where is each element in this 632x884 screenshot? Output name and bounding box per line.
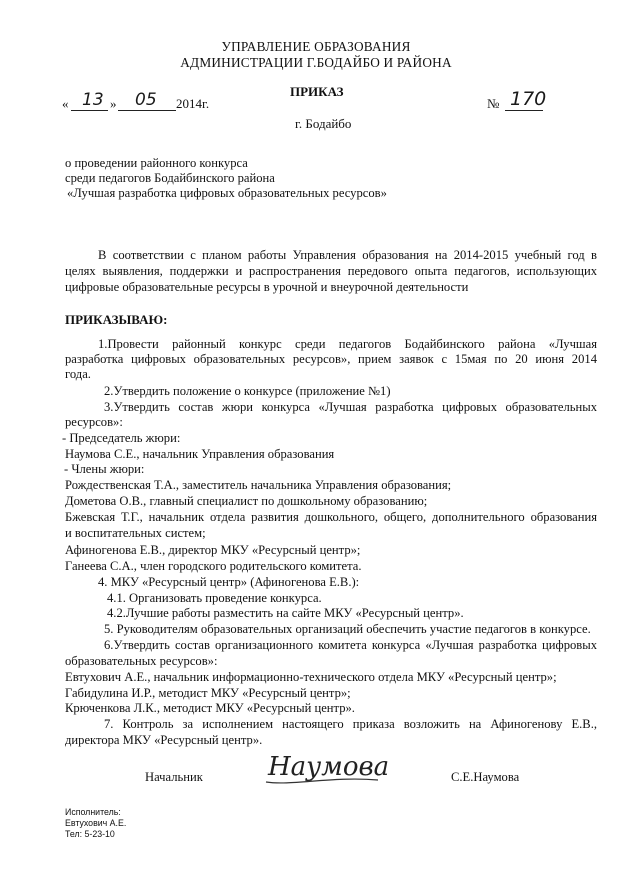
preamble-line3: цифровые образовательные ресурсы в урочной и внеурочной деятельности bbox=[65, 280, 469, 294]
handwritten-signature: Наумова bbox=[268, 752, 390, 782]
jury-member-3-line2: и воспитательных систем; bbox=[65, 526, 206, 540]
date-month-handwritten: 05 bbox=[135, 90, 157, 110]
item6-line1: 6.Утвердить состав организационного комитета конкурса «Лучшая разработка цифровых bbox=[104, 638, 597, 652]
document-title: ПРИКАЗ bbox=[290, 84, 344, 99]
executor-name: Евтухович А.Е. bbox=[65, 818, 127, 828]
jury-member-1: Рождественская Т.А., заместитель начальника Управления образования; bbox=[65, 478, 452, 492]
city: г. Бодайбо bbox=[295, 116, 352, 131]
order-word: ПРИКАЗЫВАЮ: bbox=[65, 312, 168, 327]
org-name-line2: АДМИНИСТРАЦИИ Г.БОДАЙБО И РАЙОНА bbox=[180, 55, 452, 70]
order-number-underline bbox=[505, 110, 543, 111]
item7-line2: директора МКУ «Ресурсный центр». bbox=[65, 733, 263, 747]
jury-member-2: Дометова О.В., главный специалист по дошкольному образованию; bbox=[65, 494, 428, 508]
item1-line1: 1.Провести районный конкурс среди педагогов Бодайбинского района «Лучшая bbox=[98, 337, 597, 351]
signatory-name: С.Е.Наумова bbox=[451, 770, 520, 784]
item1-line3: года. bbox=[65, 367, 91, 381]
order-number-label: № bbox=[487, 96, 500, 111]
item4-2: 4.2.Лучшие работы разместить на сайте МКУ «Ресурсный центр». bbox=[107, 606, 464, 620]
item5: 5. Руководителям образовательных организаций обеспечить участие педагогов в конкурсе. bbox=[104, 622, 591, 636]
subject-line1: о проведении районного конкурса bbox=[65, 156, 248, 170]
jury-members-label: - Члены жюри: bbox=[64, 462, 145, 476]
subject-line3: «Лучшая разработка цифровых образовательных ресурсов» bbox=[67, 186, 387, 200]
org-committee-member-3: Крюченкова Л.К., методист МКУ «Ресурсный центр». bbox=[65, 701, 355, 715]
org-committee-member-1: Евтухович А.Е., начальник информационно-технического отдела МКУ «Ресурсный центр»; bbox=[65, 670, 557, 684]
org-name-line1: УПРАВЛЕНИЕ ОБРАЗОВАНИЯ bbox=[221, 39, 411, 54]
date-day-underline bbox=[71, 110, 108, 111]
item3-line2: ресурсов»: bbox=[65, 415, 123, 429]
item4: 4. МКУ «Ресурсный центр» (Афиногенова Е.В.): bbox=[98, 575, 360, 589]
signatory-position: Начальник bbox=[145, 770, 203, 784]
subject-line2: среди педагогов Бодайбинского района bbox=[65, 171, 275, 185]
item4-1: 4.1. Организовать проведение конкурса. bbox=[107, 591, 322, 605]
jury-member-5: Ганеева С.А., член городского родительского комитета. bbox=[65, 559, 362, 573]
jury-chair-label: - Председатель жюри: bbox=[62, 431, 181, 445]
date-quote-close: » bbox=[110, 96, 117, 111]
executor-label: Исполнитель: bbox=[65, 807, 121, 817]
date-month-underline bbox=[118, 110, 176, 111]
order-number-handwritten: 170 bbox=[510, 88, 547, 110]
org-committee-member-2: Габидулина И.Р., методист МКУ «Ресурсный центр»; bbox=[65, 686, 351, 700]
item1-line2: разработка цифровых образовательных ресурсов», прием заявок с 15мая по 20 июня 2014 bbox=[65, 352, 597, 366]
executor-phone: Тел: 5-23-10 bbox=[65, 829, 115, 839]
jury-chair: Наумова С.Е., начальник Управления образования bbox=[65, 447, 335, 461]
item7-line1: 7. Контроль за исполнением настоящего приказа возложить на Афиногенову Е.В., bbox=[104, 717, 597, 731]
item2: 2.Утвердить положение о конкурсе (приложение №1) bbox=[104, 384, 391, 398]
signature-flourish-icon bbox=[262, 774, 382, 788]
item3-line1: 3.Утвердить состав жюри конкурса «Лучшая разработка цифровых образовательных bbox=[104, 400, 597, 414]
date-quote-open: « bbox=[62, 96, 69, 111]
preamble-line1: В соответствии с планом работы Управления образования на 2014-2015 учебный год в bbox=[98, 248, 597, 262]
date-year: 2014г. bbox=[176, 96, 210, 111]
jury-member-3-line1: Бжевская Т.Г., начальник отдела развития дошкольного, общего, дополнительного образования bbox=[65, 510, 597, 524]
item6-line2: образовательных ресурсов»: bbox=[65, 654, 218, 668]
jury-member-4: Афиногенова Е.В., директор МКУ «Ресурсный центр»; bbox=[65, 543, 361, 557]
date-day-handwritten: 13 bbox=[82, 90, 104, 110]
preamble-line2: целях выявления, поддержки и распространения передового опыта педагогов, использующих bbox=[65, 264, 597, 278]
